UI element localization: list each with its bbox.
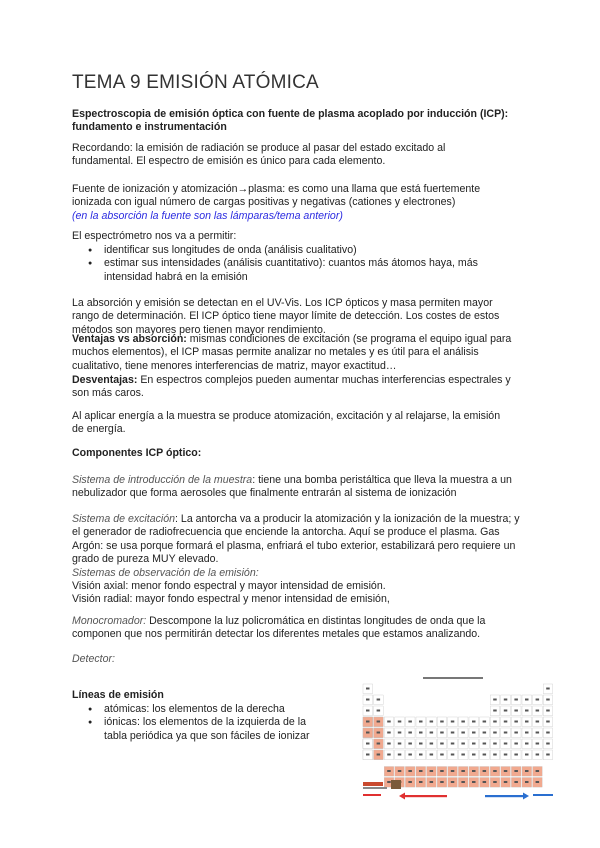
monocromador-label: Monocromador:: [72, 615, 147, 627]
list-item: ● estimar sus intensidades (análisis cuantitativo): cuantos más átomos haya, más intensidad habrá en la emisión: [72, 257, 512, 284]
fuente-text: Fuente de ionización y atomización→plasma: es como una llama que está fuertemente ionizada con igual número de cargas positivas y negativas (cationes y electrones): [72, 183, 481, 209]
paragraph-excitacion: [72, 513, 522, 607]
paragraph-monocromador: [72, 615, 522, 642]
excitacion-text: : La antorcha va a producir la atomización y la ionización de la muestra; y el generador de radiofrecuencia que enciende la antorcha. Aquí se produce el plasma. Gas Argón: se usa porque formará el plasma, enfriará el tubo exterior, estabilizará pero requiere un grado de pureza MUY elevado.: [72, 513, 520, 566]
section-heading-componentes: Componentes ICP óptico:: [72, 447, 202, 459]
paragraph-absorcion: La absorción y emisión se detectan en el UV-Vis. Los ICP ópticos y masa permiten mayor rango de determinación. El ICP óptico tiene mayor límite de detección. Los costes de estos métodos son mayores pero tienen mayor rendimiento.: [72, 297, 500, 336]
introduccion-label: Sistema de introducción de la muestra: [72, 474, 253, 486]
paragraph-ventajas: [72, 333, 522, 373]
list-item: ● atómicas: los elementos de la derecha: [72, 703, 330, 716]
ventajas-text: mismas condiciones de excitación (se programa el equipo igual para muchos elementos), el ICP masas permite analizar no metales y es útil para el análisis cualitativo, tiene menores interferencias de matriz, mayor exactitud…: [72, 333, 512, 372]
vision-axial: Visión axial: menor fondo espectral y mayor intensidad de emisión.: [72, 580, 386, 593]
paragraph-espectrometro: El espectrómetro nos va a permitir:: [72, 230, 237, 242]
lineas-list: [72, 703, 330, 743]
periodic-table-figure: [355, 672, 563, 802]
section-heading-icp: Espectroscopia de emisión óptica con fuente de plasma acoplado por inducción (ICP): fundamento e instrumentación: [72, 108, 509, 134]
paragraph-energia: Al aplicar energía a la muestra se produce atomización, excitación y al relajarse, la emisión de energía.: [72, 410, 501, 436]
monocromador-text: Descompone la luz policromática en distintas longitudes de onda que la componen que nos permitirán detectar los diferentes metales que estamos analizando.: [72, 615, 486, 641]
paragraph-introduccion: [72, 474, 522, 501]
ventajas-label: Ventajas vs absorción:: [72, 333, 187, 345]
introduccion-text: : tiene una bomba peristáltica que lleva la muestra a un nebulizador que forma aerosoles que finalmente entrarán al sistema de ionización: [72, 474, 512, 500]
desventajas-text: En espectros complejos pueden aumentar muchas interferencias espectrales y son más caros.: [72, 374, 511, 400]
paragraph-desventajas: [72, 374, 522, 401]
fuente-note: (en la absorción la fuente son las lámparas/tema anterior): [72, 209, 343, 222]
table-caption: [423, 677, 483, 679]
paragraph-fuente: [72, 183, 512, 223]
desventajas-label: Desventajas:: [72, 374, 138, 386]
section-heading-lineas: Líneas de emisión: [72, 689, 164, 701]
list-item: ● identificar sus longitudes de onda (análisis cualitativo): [72, 244, 512, 257]
list-item: ● iónicas: los elementos de la izquierda de la tabla periódica ya que son fáciles de ionizar: [72, 716, 330, 743]
detector-label: Detector:: [72, 653, 115, 665]
espectrometro-list: [72, 244, 512, 284]
page-title: TEMA 9 EMISIÓN ATÓMICA: [72, 72, 319, 93]
observacion-label: Sistemas de observación de la emisión:: [72, 566, 259, 579]
vision-radial: Visión radial: mayor fondo espectral y menor intensidad de emisión,: [72, 593, 390, 606]
paragraph-recordando: Recordando: la emisión de radiación se produce al pasar del estado excitado al fundamental. El espectro de emisión es único para cada elemento.: [72, 142, 446, 168]
excitacion-label: Sistema de excitación: [72, 513, 176, 525]
